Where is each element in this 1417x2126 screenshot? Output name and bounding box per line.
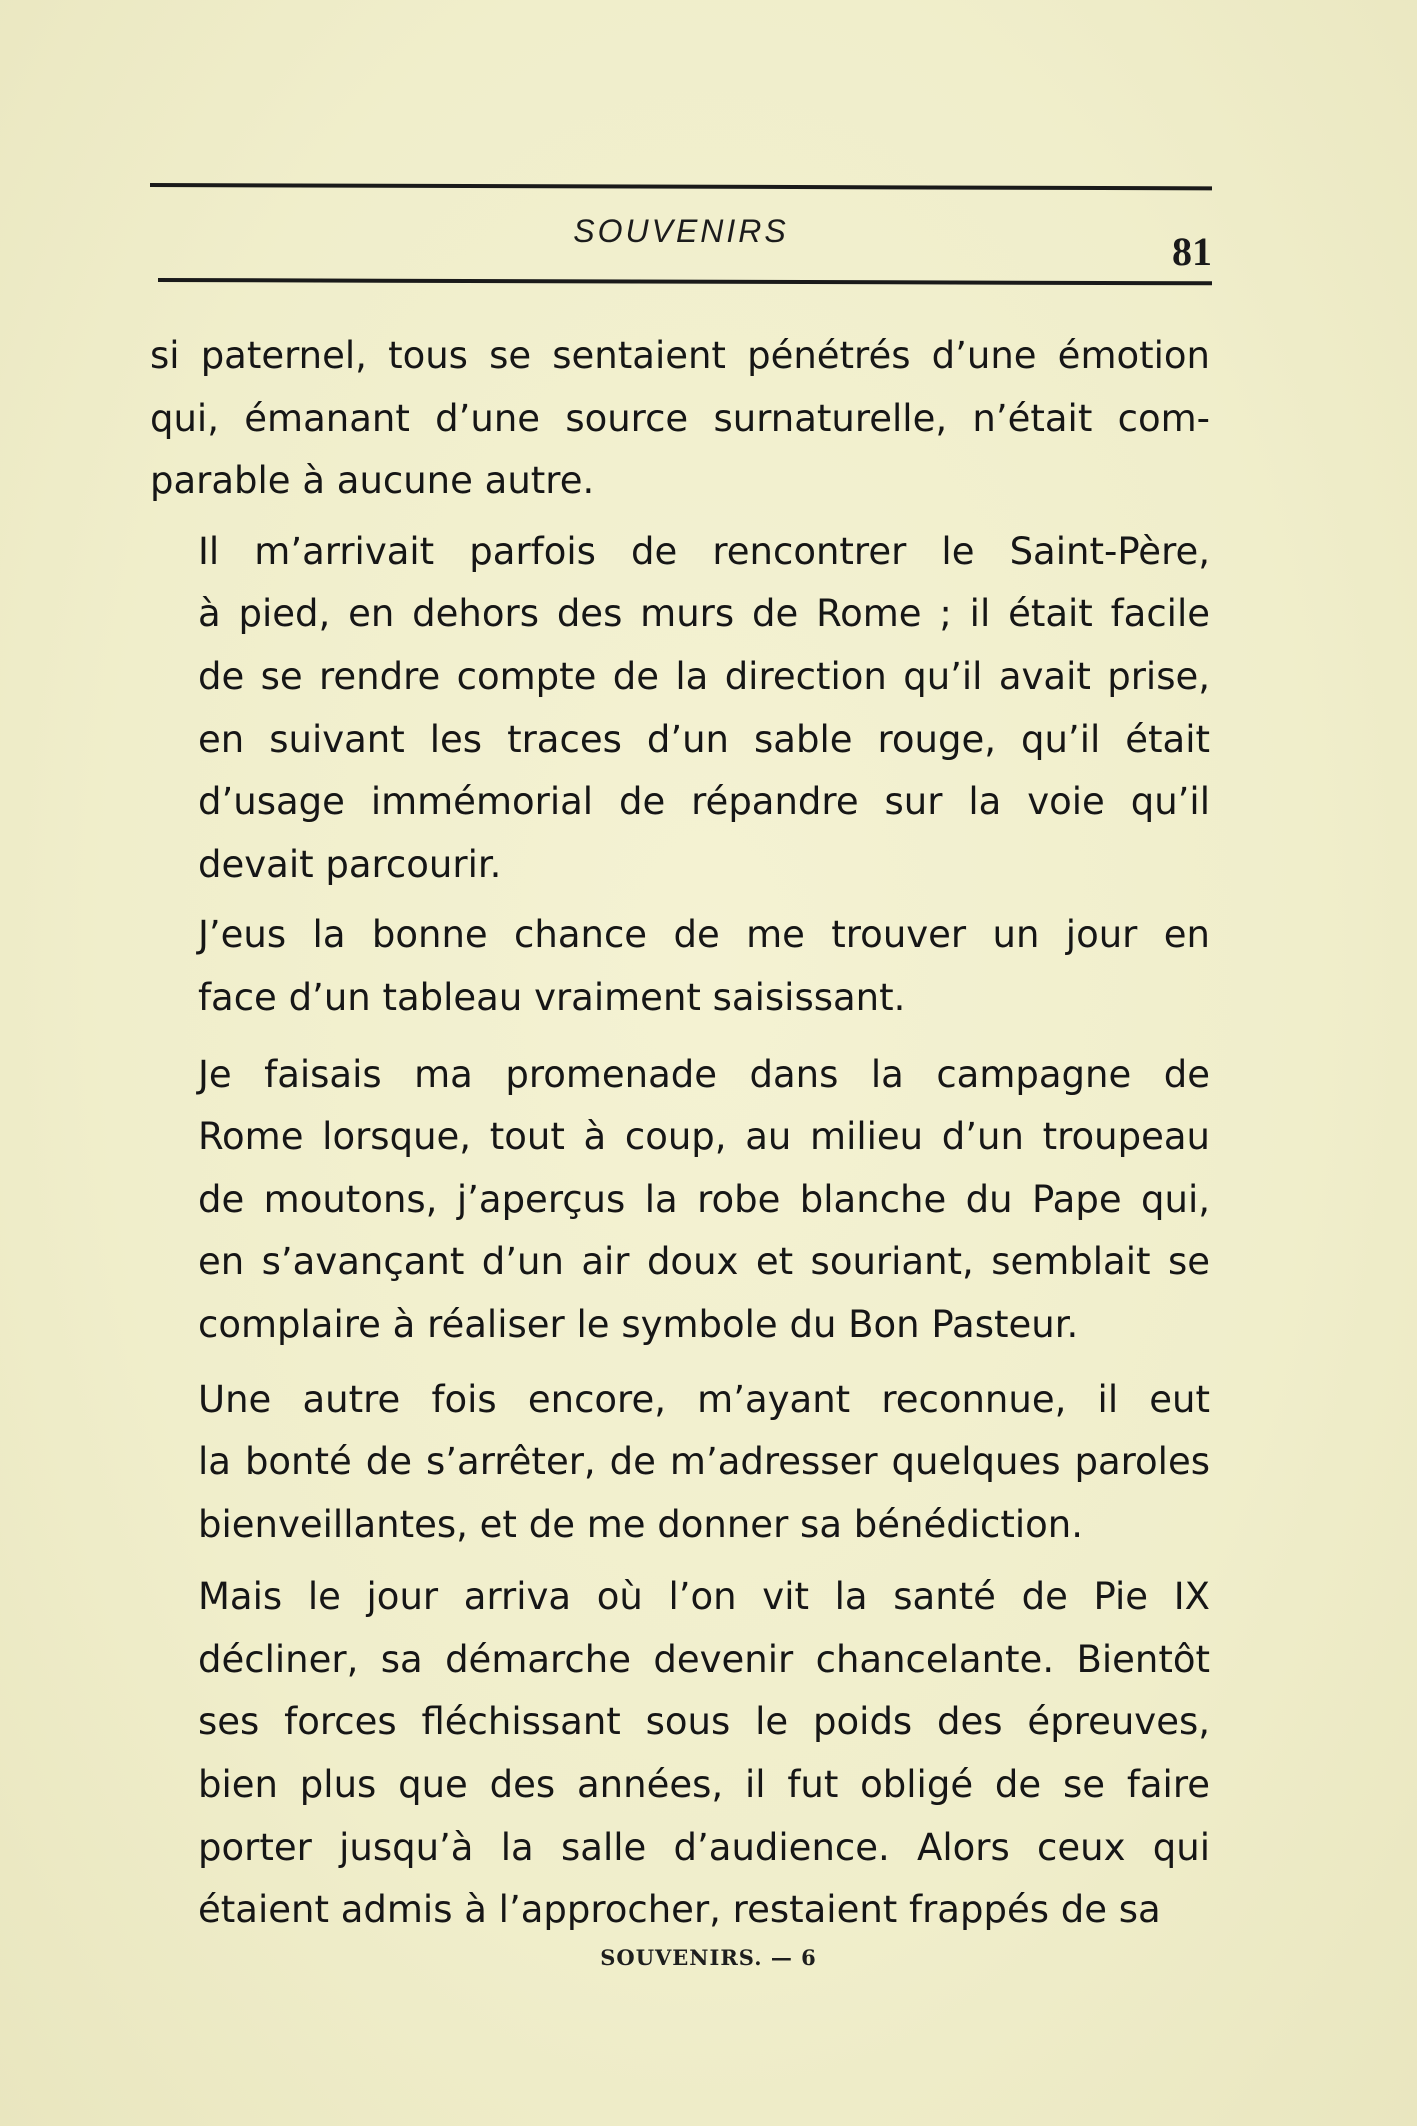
text-line: porter jusqu’à la salle d’audience. Alors ceux qui [198, 1825, 1210, 1869]
text-line: parable à aucune autre. [150, 459, 595, 503]
paragraph [150, 1566, 1210, 1942]
header-rule-top [150, 183, 1212, 190]
paragraph [150, 325, 1210, 513]
text-line: devait parcourir. [198, 842, 502, 886]
text-line: bienveillantes, et de me donner sa bénédiction. [198, 1502, 1083, 1546]
text-line: complaire à réaliser le symbole du Bon Pasteur. [198, 1302, 1079, 1346]
paragraph [150, 1369, 1210, 1557]
text-line: étaient admis à l’approcher, restaient frappés de sa [198, 1888, 1161, 1932]
text-line: Il m’arrivait parfois de rencontrer le Saint-Père, [198, 529, 1210, 573]
paragraph [150, 904, 1210, 1029]
text-line: face d’un tableau vraiment saisissant. [198, 975, 906, 1019]
page-number: 81 [1172, 229, 1212, 274]
text-line: d’usage immémorial de répandre sur la voie qu’il [198, 780, 1210, 824]
text-line: de moutons, j’aperçus la robe blanche du Pape qui, [198, 1177, 1210, 1221]
text-line: Je faisais ma promenade dans la campagne de [198, 1052, 1210, 1096]
header-rule-bottom [158, 278, 1212, 285]
body-text [150, 325, 1210, 1950]
text-line: décliner, sa démarche devenir chancelante. Bientôt [198, 1637, 1210, 1681]
text-line: bien plus que des années, il fut obligé de se faire [198, 1763, 1210, 1807]
running-header [150, 183, 1212, 298]
text-line: de se rendre compte de la direction qu’il avait prise, [198, 654, 1210, 698]
text-line: en suivant les traces d’un sable rouge, qu’il était [198, 717, 1210, 761]
text-line: Une autre fois encore, m’ayant reconnue, il eut [198, 1377, 1210, 1421]
running-title: SOUVENIRS [573, 213, 789, 249]
text-line: à pied, en dehors des murs de Rome ; il était facile [198, 592, 1210, 636]
paragraph [150, 1044, 1210, 1357]
printer-signature: SOUVENIRS. — 6 [600, 1945, 817, 1970]
text-line: J’eus la bonne chance de me trouver un jour en [198, 913, 1210, 957]
paragraph [150, 521, 1210, 897]
text-line: si paternel, tous se sentaient pénétrés d’une émotion [150, 334, 1210, 377]
text-line: Mais le jour arriva où l’on vit la santé de Pie IX [198, 1575, 1210, 1619]
text-line: Rome lorsque, tout à coup, au milieu d’un troupeau [198, 1115, 1210, 1159]
text-line: ses forces fléchissant sous le poids des épreuves, [198, 1700, 1210, 1744]
text-line: en s’avançant d’un air doux et souriant, semblait se [198, 1240, 1210, 1284]
text-line: qui, émanant d’une source surnaturelle, n’était com- [150, 396, 1210, 440]
text-line: la bonté de s’arrêter, de m’adresser quelques paroles [198, 1440, 1210, 1484]
